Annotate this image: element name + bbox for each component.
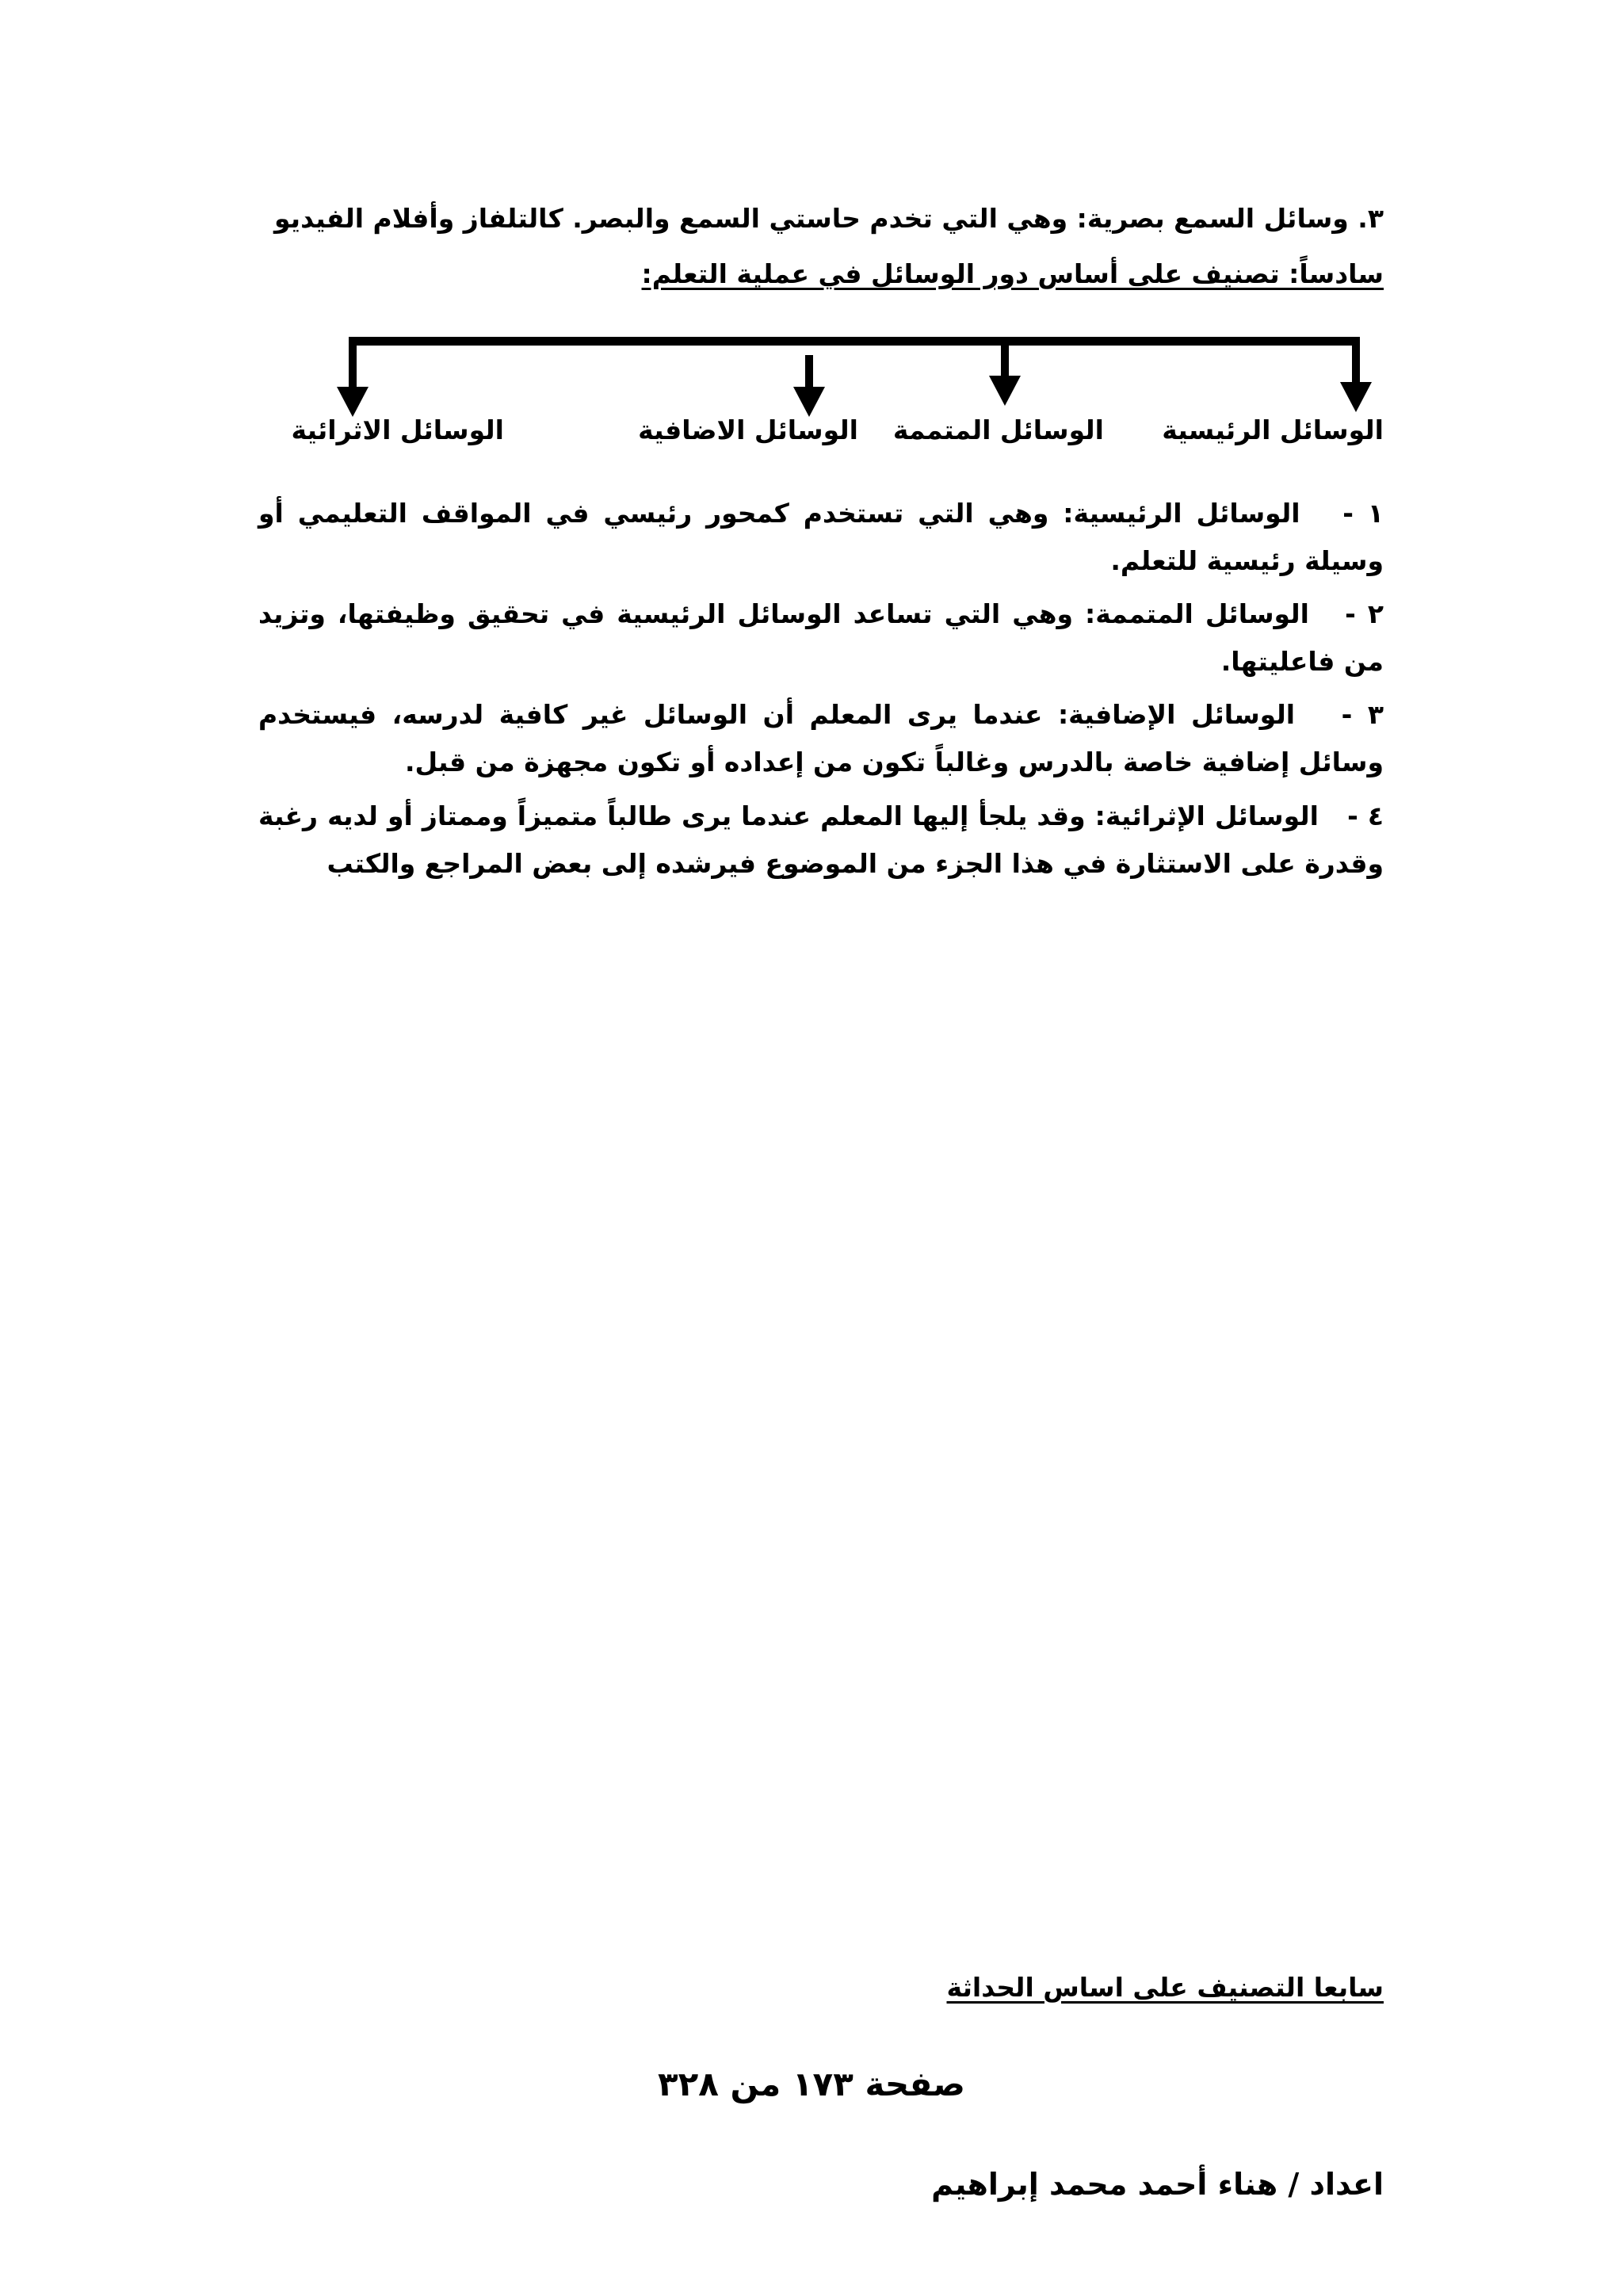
section-seven-heading: سابعا التصنيف على اساس الحداثة: [946, 1972, 1384, 2003]
label-additional-media: الوسائل الاضافية: [638, 415, 858, 445]
av-media-line: ٣. وسائل السمع بصرية: وهي التي تخدم حاستي السمع والبصر. كالتلفاز وأفلام الفيديو: [273, 203, 1384, 234]
item-text: الوسائل الإثرائية: وقد يلجأ إليها المعلم عندما يرى طالباً متميزاً وممتاز أو لديه رغبة وقدرة على الاستثارة في هذا الجزء من الموضوع فيرشده إلى بعض المراجع والكتب: [258, 800, 1384, 879]
label-main-media: الوسائل الرئيسية: [1162, 415, 1384, 445]
label-complementary-media: الوسائل المتممة: [892, 415, 1104, 445]
list-item: [258, 490, 1384, 585]
item-text: الوسائل الرئيسية: وهي التي تستخدم كمحور رئيسي في المواقف التعليمي أو وسيلة رئيسية للتعلم.: [258, 498, 1384, 576]
item-number: ١ -: [1342, 498, 1384, 529]
item-text: الوسائل المتممة: وهي التي تساعد الوسائل الرئيسية في تحقيق وظيفتها، وتزيد من فاعليتها.: [258, 598, 1384, 677]
author-credit: اعداد / هناء أحمد محمد إبراهيم: [931, 2167, 1384, 2202]
list-item: [258, 691, 1384, 786]
arrow-main: [1340, 341, 1372, 412]
label-enrichment-media: الوسائل الاثرائية: [291, 415, 504, 445]
item-number: ٤ -: [1347, 800, 1384, 831]
section-six-heading: سادساً: تصنيف على أساس دور الوسائل في عملية التعلم:: [641, 258, 1384, 289]
item-text: الوسائل الإضافية: عندما يرى المعلم أن الوسائل غير كافية لدرسه، فيستخدم وسائل إضافية خاصة بالدرس وغالباً تكون من إعداده أو تكون مجهزة من قبل.: [258, 699, 1384, 777]
item-number: ٢ -: [1345, 598, 1384, 629]
item-number: ٣ -: [1341, 699, 1384, 730]
list-item: [258, 793, 1384, 888]
page-number: صفحة ١٧٣ من ٣٢٨: [657, 2065, 966, 2103]
list-item: [258, 590, 1384, 686]
diagram-bar: [349, 337, 1360, 346]
arrow-enrichment: [337, 341, 369, 417]
arrow-complementary: [989, 341, 1021, 406]
